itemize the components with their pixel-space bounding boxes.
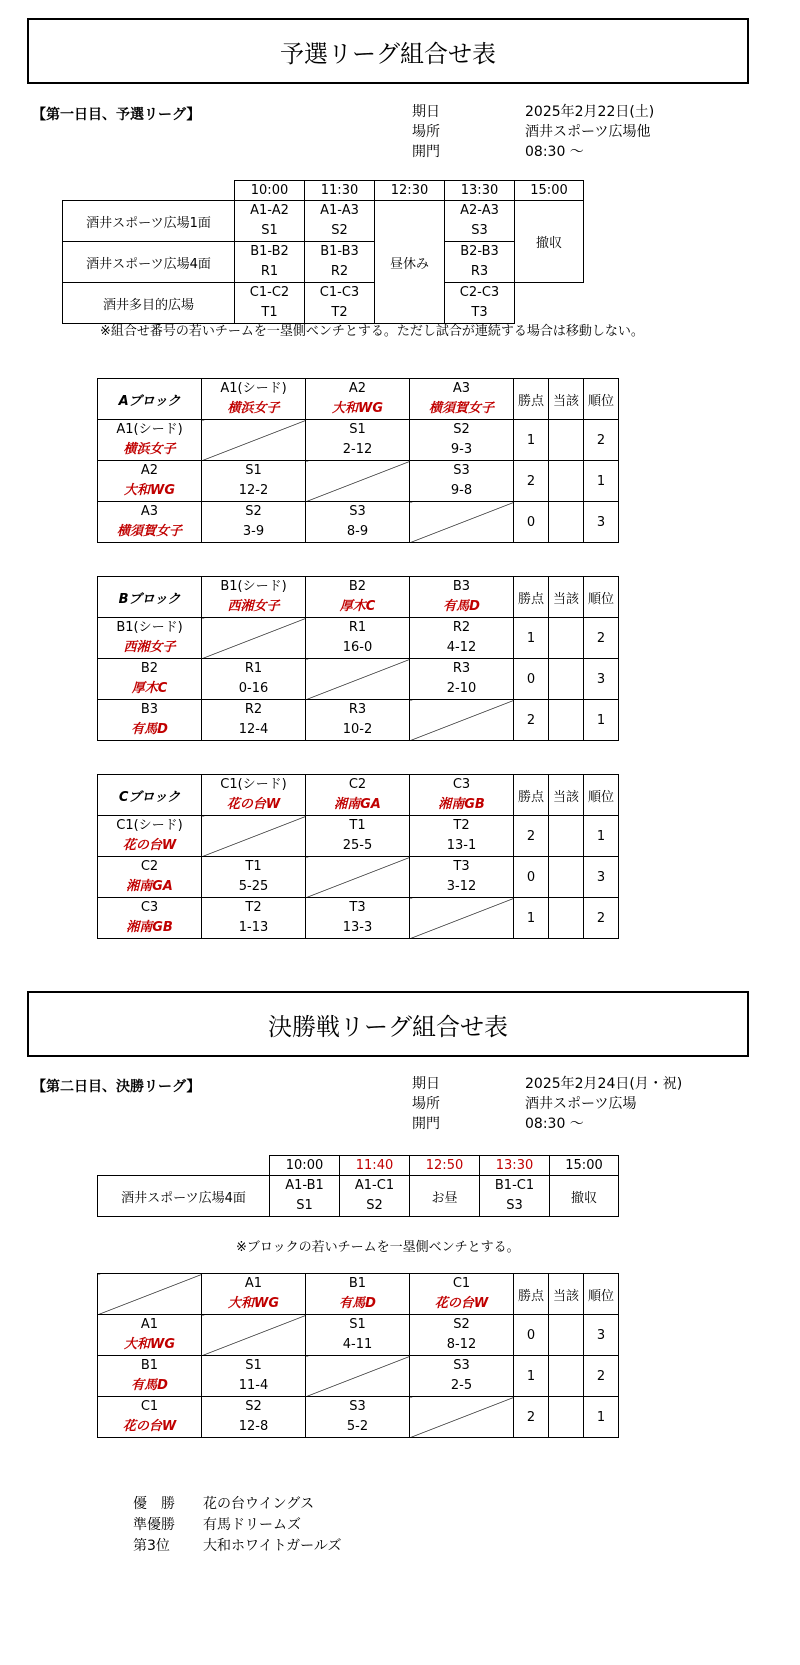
match-cell: A1-B1 S1	[270, 1176, 340, 1217]
diagonal-cell	[410, 898, 514, 939]
match-cell: C1-C3 T2	[305, 283, 375, 324]
tie-header: 当該	[549, 379, 584, 420]
team-row-label: C1(シード) 花の台W	[98, 816, 202, 857]
result-cell: S3 5-2	[306, 1397, 410, 1438]
team-row-label: C1 花の台W	[98, 1397, 202, 1438]
gate-label: 開門	[412, 1116, 440, 1132]
rank-value: 1	[584, 1397, 619, 1438]
result-cell: R3 10-2	[306, 700, 410, 741]
tie-value	[549, 659, 584, 700]
corner-diagonal-cell	[98, 1274, 202, 1315]
tie-value	[549, 857, 584, 898]
result-cell: S2 3-9	[202, 502, 306, 543]
result-cell: R3 2-10	[410, 659, 514, 700]
block-a-table	[97, 378, 619, 543]
result-cell: R2 12-4	[202, 700, 306, 741]
team-header: B2 厚木C	[306, 577, 410, 618]
gate-value: 08:30 ～	[525, 144, 584, 160]
tie-value	[549, 618, 584, 659]
place-label: 場所	[412, 1096, 440, 1112]
points-header: 勝点	[514, 775, 549, 816]
prelim-note: ※組合せ番号の若いチームを一塁側ベンチとする。ただし試合が連続する場合は移動しない。	[100, 324, 644, 339]
gate-value: 08:30 ～	[525, 1116, 584, 1132]
rank-value: 3	[584, 857, 619, 898]
block-c-table	[97, 774, 619, 939]
result-team: 有馬ドリームズ	[203, 1517, 301, 1533]
rank-header: 順位	[584, 775, 619, 816]
result-cell: S3 2-5	[410, 1356, 514, 1397]
rank-value: 1	[584, 816, 619, 857]
time-slot: 11:40	[340, 1156, 410, 1176]
final-league-table	[97, 1273, 619, 1438]
team-row-label: B1 有馬D	[98, 1356, 202, 1397]
result-cell: T1 25-5	[306, 816, 410, 857]
points-value: 2	[514, 1397, 549, 1438]
result-cell: T3 13-3	[306, 898, 410, 939]
rank-value: 1	[584, 461, 619, 502]
team-header: C1(シード) 花の台W	[202, 775, 306, 816]
result-cell: S3 8-9	[306, 502, 410, 543]
result-cell: T1 5-25	[202, 857, 306, 898]
diagonal-cell	[202, 618, 306, 659]
team-row-label: B2 厚木C	[98, 659, 202, 700]
team-row-label: B3 有馬D	[98, 700, 202, 741]
final-section-heading: 【第二日目、決勝リーグ】	[32, 1079, 201, 1095]
time-slot: 12:30	[375, 181, 445, 201]
cleanup: 撤収	[515, 201, 584, 283]
points-value: 2	[514, 461, 549, 502]
points-header: 勝点	[514, 1274, 549, 1315]
result-cell: S3 9-8	[410, 461, 514, 502]
final-note: ※ブロックの若いチームを一塁側ベンチとする。	[236, 1240, 520, 1255]
time-slot: 12:50	[410, 1156, 480, 1176]
points-value: 2	[514, 700, 549, 741]
result-label: 準優勝	[133, 1517, 175, 1533]
points-value: 0	[514, 1315, 549, 1356]
points-value: 0	[514, 659, 549, 700]
result-cell: S2 8-12	[410, 1315, 514, 1356]
result-team: 大和ホワイトガールズ	[203, 1538, 342, 1554]
final-title-box	[27, 991, 749, 1057]
result-cell: S1 12-2	[202, 461, 306, 502]
match-cell: A1-A3 S2	[305, 201, 375, 242]
result-cell: R2 4-12	[410, 618, 514, 659]
points-header: 勝点	[514, 379, 549, 420]
team-header: A1 大和WG	[202, 1274, 306, 1315]
rank-value: 3	[584, 502, 619, 543]
prelim-info	[412, 102, 742, 162]
points-value: 1	[514, 618, 549, 659]
tie-value	[549, 461, 584, 502]
block-name: Bブロック	[98, 577, 202, 618]
match-cell: B1-C1 S3	[480, 1176, 550, 1217]
lunch-break: お昼	[410, 1176, 480, 1217]
match-cell: B2-B3 R3	[445, 242, 515, 283]
time-slot: 11:30	[305, 181, 375, 201]
block-name: Aブロック	[98, 379, 202, 420]
points-value: 0	[514, 857, 549, 898]
tie-value	[549, 1356, 584, 1397]
result-cell: R1 0-16	[202, 659, 306, 700]
tie-value	[549, 1397, 584, 1438]
venue-name: 酒井スポーツ広場4面	[63, 242, 235, 283]
match-cell: C2-C3 T3	[445, 283, 515, 324]
prelim-title-box	[27, 18, 749, 84]
date-value: 2025年2月22日(土)	[525, 104, 655, 120]
match-cell: C1-C2 T1	[235, 283, 305, 324]
diagonal-cell	[306, 1356, 410, 1397]
tie-value	[549, 420, 584, 461]
points-value: 0	[514, 502, 549, 543]
team-header: C1 花の台W	[410, 1274, 514, 1315]
team-row-label: A3 横須賀女子	[98, 502, 202, 543]
time-slot: 10:00	[270, 1156, 340, 1176]
result-cell: S1 2-12	[306, 420, 410, 461]
tie-value	[549, 816, 584, 857]
result-cell: S1 11-4	[202, 1356, 306, 1397]
team-row-label: C3 湘南GB	[98, 898, 202, 939]
team-header: B1 有馬D	[306, 1274, 410, 1315]
rank-value: 2	[584, 898, 619, 939]
lunch-break: 昼休み	[375, 201, 445, 324]
team-header: A1(シード) 横浜女子	[202, 379, 306, 420]
result-label: 第3位	[133, 1538, 170, 1554]
time-slot: 15:00	[550, 1156, 619, 1176]
rank-value: 2	[584, 618, 619, 659]
venue-name: 酒井スポーツ広場1面	[63, 201, 235, 242]
gate-label: 開門	[412, 144, 440, 160]
final-title: 決勝戦リーグ組合せ表	[268, 1012, 508, 1041]
cleanup: 撤収	[550, 1176, 619, 1217]
result-cell: R1 16-0	[306, 618, 410, 659]
tie-value	[549, 898, 584, 939]
team-row-label: B1(シード) 西湘女子	[98, 618, 202, 659]
time-slot: 15:00	[515, 181, 584, 201]
points-value: 1	[514, 898, 549, 939]
date-value: 2025年2月24日(月・祝)	[525, 1076, 683, 1092]
final-info	[412, 1074, 742, 1134]
team-row-label: A1 大和WG	[98, 1315, 202, 1356]
team-header: B3 有馬D	[410, 577, 514, 618]
result-team: 花の台ウイングス	[203, 1496, 315, 1512]
match-cell: A2-A3 S3	[445, 201, 515, 242]
match-cell: A1-C1 S2	[340, 1176, 410, 1217]
place-value: 酒井スポーツ広場他	[525, 124, 651, 140]
place-value: 酒井スポーツ広場	[525, 1096, 637, 1112]
team-row-label: A2 大和WG	[98, 461, 202, 502]
diagonal-cell	[410, 700, 514, 741]
prelim-title: 予選リーグ組合せ表	[280, 39, 496, 68]
date-label: 期日	[412, 1076, 440, 1092]
points-header: 勝点	[514, 577, 549, 618]
tie-header: 当該	[549, 577, 584, 618]
points-value: 1	[514, 1356, 549, 1397]
result-cell: T3 3-12	[410, 857, 514, 898]
venue-name: 酒井スポーツ広場4面	[98, 1176, 270, 1217]
diagonal-cell	[202, 816, 306, 857]
prelim-schedule-table	[62, 180, 584, 324]
final-schedule-table	[97, 1155, 619, 1217]
points-value: 2	[514, 816, 549, 857]
result-cell: S1 4-11	[306, 1315, 410, 1356]
date-label: 期日	[412, 104, 440, 120]
diagonal-cell	[202, 1315, 306, 1356]
tie-header: 当該	[549, 775, 584, 816]
rank-header: 順位	[584, 379, 619, 420]
time-slot: 13:30	[445, 181, 515, 201]
diagonal-cell	[410, 502, 514, 543]
time-slot: 13:30	[480, 1156, 550, 1176]
result-cell: T2 13-1	[410, 816, 514, 857]
result-cell: S2 9-3	[410, 420, 514, 461]
team-header: C3 湘南GB	[410, 775, 514, 816]
block-b-table	[97, 576, 619, 741]
time-slot: 10:00	[235, 181, 305, 201]
place-label: 場所	[412, 124, 440, 140]
rank-value: 2	[584, 420, 619, 461]
result-cell: S2 12-8	[202, 1397, 306, 1438]
team-row-label: C2 湘南GA	[98, 857, 202, 898]
points-value: 1	[514, 420, 549, 461]
match-cell: A1-A2 S1	[235, 201, 305, 242]
block-name: Cブロック	[98, 775, 202, 816]
rank-header: 順位	[584, 1274, 619, 1315]
final-results	[133, 1494, 433, 1560]
tie-value	[549, 1315, 584, 1356]
tie-value	[549, 700, 584, 741]
diagonal-cell	[202, 420, 306, 461]
team-header: A3 横須賀女子	[410, 379, 514, 420]
diagonal-cell	[306, 461, 410, 502]
venue-name: 酒井多目的広場	[63, 283, 235, 324]
team-row-label: A1(シード) 横浜女子	[98, 420, 202, 461]
match-cell: B1-B2 R1	[235, 242, 305, 283]
team-header: C2 湘南GA	[306, 775, 410, 816]
diagonal-cell	[306, 659, 410, 700]
tie-header: 当該	[549, 1274, 584, 1315]
diagonal-cell	[410, 1397, 514, 1438]
team-header: B1(シード) 西湘女子	[202, 577, 306, 618]
match-cell: B1-B3 R2	[305, 242, 375, 283]
result-label: 優 勝	[133, 1496, 175, 1512]
team-header: A2 大和WG	[306, 379, 410, 420]
prelim-section-heading: 【第一日目、予選リーグ】	[32, 107, 201, 123]
rank-value: 3	[584, 1315, 619, 1356]
tie-value	[549, 502, 584, 543]
rank-value: 1	[584, 700, 619, 741]
result-cell: T2 1-13	[202, 898, 306, 939]
diagonal-cell	[306, 857, 410, 898]
rank-header: 順位	[584, 577, 619, 618]
rank-value: 3	[584, 659, 619, 700]
rank-value: 2	[584, 1356, 619, 1397]
